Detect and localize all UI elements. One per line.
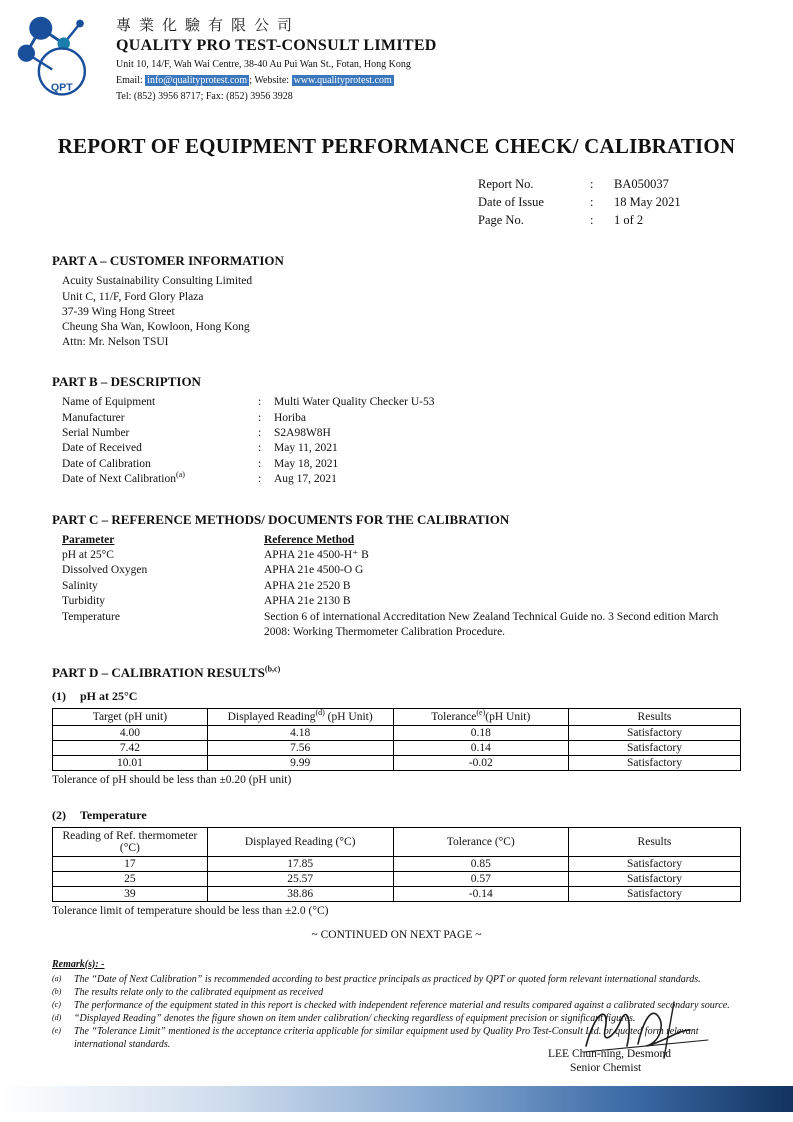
table-cell: 0.57 <box>393 871 568 886</box>
field-label: Date of Calibration <box>62 457 151 470</box>
table-cell: Satisfactory <box>568 871 740 886</box>
col-header-results: Results <box>568 827 740 856</box>
remark-marker: (d) <box>52 1012 62 1022</box>
signatory-title: Senior Chemist <box>570 1062 642 1074</box>
temp-tolerance-note: Tolerance limit of temperature should be less than ±2.0 (°C) <box>52 904 329 917</box>
company-contact-line <box>116 74 437 87</box>
remark-text: The results relate only to the calibrated equipment as received <box>74 986 324 998</box>
email-label: Email: <box>116 75 143 86</box>
table-cell: Satisfactory <box>568 856 740 871</box>
report-info <box>478 175 793 229</box>
qpt-logo-icon <box>12 12 104 104</box>
table-row <box>53 725 741 740</box>
customer-line: Attn: Mr. Nelson TSUI <box>62 336 169 349</box>
part-b-heading: PART B – DESCRIPTION <box>52 374 201 390</box>
part-a-heading: PART A – CUSTOMER INFORMATION <box>52 253 284 269</box>
reference-row <box>62 610 741 641</box>
table-cell: 0.85 <box>393 856 568 871</box>
table-cell: 17.85 <box>207 856 393 871</box>
table-cell: 25 <box>53 871 208 886</box>
company-tel-fax: Tel: (852) 3956 8717; Fax: (852) 3956 3928 <box>116 91 293 102</box>
date-received-row <box>62 441 741 456</box>
page-number-row <box>478 211 793 229</box>
part-b-body <box>62 395 741 487</box>
part-a-section <box>52 253 741 350</box>
ph-table-number: (1) <box>52 688 66 703</box>
continued-notice: ~ CONTINUED ON NEXT PAGE ~ <box>311 928 482 941</box>
company-name-chinese: 專業化驗有限公司 <box>116 18 301 34</box>
reference-method: APHA 21e 2520 B <box>264 579 351 592</box>
table-cell: -0.14 <box>393 886 568 901</box>
colon: : <box>258 396 262 409</box>
remark-text: The “Tolerance Limit” mentioned is the acceptance criteria applicable for similar equipment used by Quality Pro Test-Consult Ltd. or quoted form relevant international standards. <box>74 1025 699 1050</box>
table-cell: 10.01 <box>53 755 208 770</box>
reference-method-header: Reference Method <box>264 533 355 546</box>
field-label: Serial Number <box>62 427 130 440</box>
colon: : <box>258 473 262 486</box>
reference-row <box>62 579 741 594</box>
colon: : <box>258 442 262 455</box>
field-value: Aug 17, 2021 <box>274 473 337 486</box>
col-header-target: Target (pH unit) <box>53 708 208 725</box>
table-cell: -0.02 <box>393 755 568 770</box>
part-d-heading-sup: (b,c) <box>264 664 281 674</box>
letterhead <box>0 0 793 104</box>
letterhead-text <box>116 12 437 104</box>
report-number-label: Report No. <box>478 177 534 191</box>
part-b-section <box>52 374 741 487</box>
remark-item <box>52 986 741 999</box>
ph-table-title: pH at 25°C <box>80 688 138 703</box>
reference-method: Section 6 of international Accreditation New Zealand Technical Guide no. 3 Second edition March 2008: Working Thermometer Calibration Procedure. <box>264 610 719 639</box>
customer-line: Cheung Sha Wan, Kowloon, Hong Kong <box>62 320 250 333</box>
date-of-issue-row <box>478 193 793 211</box>
field-value: Multi Water Quality Checker U-53 <box>274 396 435 409</box>
field-label: Date of Next Calibration$^{(a)}$ <box>62 470 185 486</box>
parameter: Turbidity <box>62 595 106 608</box>
table-cell: 7.56 <box>207 740 393 755</box>
table-header-row <box>53 708 741 725</box>
table-cell: 25.57 <box>207 871 393 886</box>
reference-method: APHA 21e 4500-H⁺ B <box>264 549 369 562</box>
customer-line: Acuity Sustainability Consulting Limited <box>62 275 253 288</box>
date-calibration-row <box>62 457 741 472</box>
part-c-heading: PART C – REFERENCE METHODS/ DOCUMENTS FOR THE CALIBRATION <box>52 511 510 527</box>
date-of-issue-value: 18 May 2021 <box>614 195 681 210</box>
remarks-heading: Remark(s): - <box>52 958 105 970</box>
parameter: Dissolved Oxygen <box>62 564 148 577</box>
table-header-row <box>53 827 741 856</box>
field-value: Horiba <box>274 411 306 424</box>
remark-text: “Displayed Reading” denotes the figure shown on item under calibration/ checking regardless of equipment precision or significant figures. <box>74 1012 636 1024</box>
field-value: S2A98W8H <box>274 427 331 440</box>
reference-row <box>62 548 741 563</box>
date-of-issue-label: Date of Issue <box>478 195 544 210</box>
temp-table-title: Temperature <box>80 807 147 822</box>
ph-tolerance-note: Tolerance of pH should be less than ±0.20 (pH unit) <box>52 773 292 786</box>
reference-row <box>62 594 741 609</box>
ph-calibration-table <box>52 708 741 771</box>
colon: : <box>258 411 262 424</box>
colon: : <box>258 457 262 470</box>
temp-table-number: (2) <box>52 807 66 822</box>
field-value: May 11, 2021 <box>274 442 338 455</box>
table-cell: 0.14 <box>393 740 568 755</box>
table-cell: Satisfactory <box>568 755 740 770</box>
reference-row <box>62 563 741 578</box>
col-header-tolerance: Tolerance$^{(e)}$(pH Unit) <box>393 708 568 725</box>
footer-decoration-bar <box>0 1086 793 1112</box>
field-label: Date of Received <box>62 442 142 455</box>
remark-text: The “Date of Next Calibration” is recommended according to best practice principals as practiced by QPT or quoted form relevant international standards. <box>74 973 701 985</box>
website-label: Website: <box>254 75 290 86</box>
parameter: Temperature <box>62 610 120 623</box>
table-cell: 7.42 <box>53 740 208 755</box>
part-c-body <box>62 533 741 641</box>
col-header-displayed: Displayed Reading$^{(d)}$ (pH Unit) <box>207 708 393 725</box>
remark-item <box>52 973 741 986</box>
colon: : <box>590 177 594 191</box>
temperature-calibration-table <box>52 827 741 902</box>
company-address: Unit 10, 14/F, Wah Wai Centre, 38-40 Au Pui Wan St., Fotan, Hong Kong <box>116 59 411 70</box>
col-header-tolerance: Tolerance (°C) <box>393 827 568 856</box>
field-label: Manufacturer <box>62 411 125 424</box>
customer-line: Unit C, 11/F, Ford Glory Plaza <box>62 290 204 303</box>
table-cell: Satisfactory <box>568 886 740 901</box>
table-cell: 17 <box>53 856 208 871</box>
table-cell: 9.99 <box>207 755 393 770</box>
table-row <box>53 871 741 886</box>
date-next-calibration-row <box>62 472 741 487</box>
table-row <box>53 886 741 901</box>
table-cell: 4.00 <box>53 725 208 740</box>
company-name: QUALITY PRO TEST-CONSULT LIMITED <box>116 37 437 54</box>
remark-marker: (e) <box>52 1025 61 1035</box>
col-header-ref-thermometer: Reading of Ref. thermometer (°C) <box>53 827 208 856</box>
table-row <box>53 755 741 770</box>
table-row <box>53 856 741 871</box>
table-cell: Satisfactory <box>568 725 740 740</box>
reference-header-row <box>62 533 741 548</box>
table-cell: Satisfactory <box>568 740 740 755</box>
signature-block <box>548 1000 768 1074</box>
report-number-row <box>478 175 793 193</box>
logo-text: QPT <box>51 81 73 94</box>
document-title: REPORT OF EQUIPMENT PERFORMANCE CHECK/ CALIBRATION <box>57 134 736 158</box>
temp-table-label <box>52 808 741 823</box>
colon: : <box>590 213 594 228</box>
table-cell: 4.18 <box>207 725 393 740</box>
ph-table-label <box>52 689 741 704</box>
remark-marker: (a) <box>52 973 62 983</box>
table-cell: 39 <box>53 886 208 901</box>
remark-marker: (b) <box>52 986 62 996</box>
page-number-label: Page No. <box>478 213 524 228</box>
part-d-section <box>52 665 741 941</box>
parameter: pH at 25°C <box>62 549 114 562</box>
colon: : <box>258 427 262 440</box>
page-number-value: 1 of 2 <box>614 213 644 228</box>
remark-marker: (c) <box>52 999 61 1009</box>
email-link[interactable]: info@qualityprotest.com <box>147 75 248 86</box>
report-number-value: BA050037 <box>614 177 669 191</box>
website-link[interactable]: www.qualityprotest.com <box>293 75 392 86</box>
field-value: May 18, 2021 <box>274 457 339 470</box>
equipment-name-row <box>62 395 741 410</box>
table-cell: 38.86 <box>207 886 393 901</box>
colon: : <box>590 195 594 210</box>
parameter: Salinity <box>62 579 98 592</box>
table-cell: 0.18 <box>393 725 568 740</box>
manufacturer-row <box>62 411 741 426</box>
signatory-name: LEE Chun-ning, Desmond <box>548 1048 671 1060</box>
col-header-displayed: Displayed Reading (°C) <box>207 827 393 856</box>
customer-line: 37-39 Wing Hong Street <box>62 305 175 318</box>
part-c-section <box>52 512 741 641</box>
serial-number-row <box>62 426 741 441</box>
parameter-header: Parameter <box>62 533 115 546</box>
part-d-heading: PART D – CALIBRATION RESULTS$^{(b,c)}$ <box>52 664 281 680</box>
reference-method: APHA 21e 4500-O G <box>264 564 364 577</box>
field-label: Name of Equipment <box>62 396 156 409</box>
remark-text: The performance of the equipment stated in this report is checked with independent reference material and results compared against a calibrated secondary source. <box>74 999 730 1011</box>
part-a-body <box>62 274 741 350</box>
table-row <box>53 740 741 755</box>
reference-method: APHA 21e 2130 B <box>264 595 351 608</box>
separator: ; <box>249 75 252 86</box>
col-header-results: Results <box>568 708 740 725</box>
